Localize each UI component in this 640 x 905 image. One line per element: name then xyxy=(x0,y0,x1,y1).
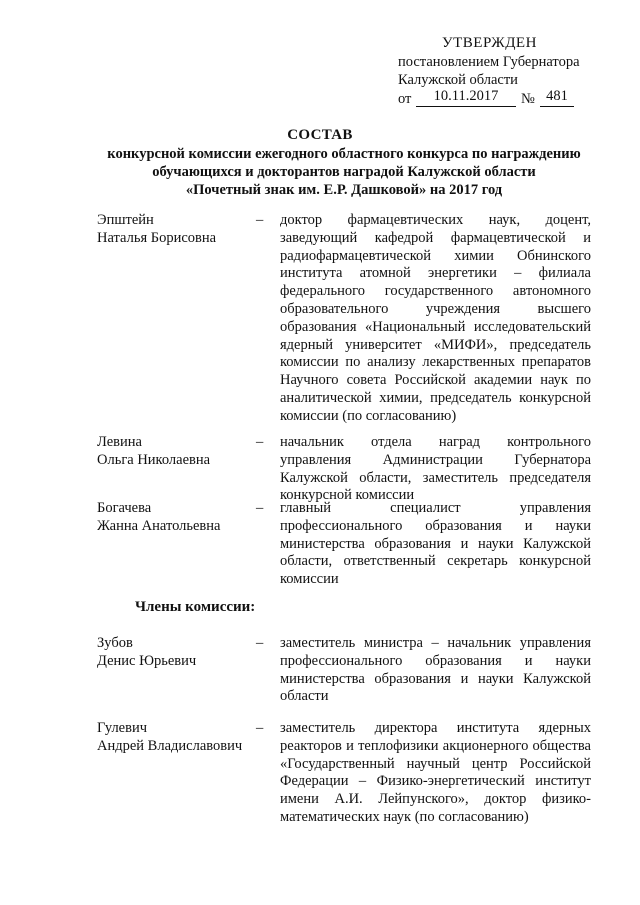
approval-stamp xyxy=(398,34,618,109)
dash-separator: – xyxy=(256,720,264,736)
dash-separator: – xyxy=(256,635,264,651)
person-role: главный специалист управления профессионального образования и науки министерства образования и науки Калужской области, ответственный секретарь конкурсной комиссии xyxy=(280,500,591,588)
person-name xyxy=(97,500,247,536)
person-given-name: Ольга Николаевна xyxy=(97,451,211,468)
person-surname: Гулевич xyxy=(97,720,148,736)
person-name xyxy=(97,635,247,671)
subtitle-line-2: обучающихся и докторантов наградой Калужской области xyxy=(152,164,536,180)
approval-line-1: постановлением Губернатора xyxy=(398,53,580,70)
person-role: начальник отдела наград контрольного управления Администрации Губернатора Калужской области, заместитель председателя конкурсной комиссии xyxy=(280,434,591,504)
approval-line-2: Калужской области xyxy=(398,72,518,88)
person-surname: Богачева xyxy=(97,500,152,516)
person-name xyxy=(97,434,247,470)
person-surname: Левина xyxy=(97,434,142,450)
approval-number: 481 xyxy=(540,87,574,107)
person-role: доктор фармацевтических наук, доцент, заведующий кафедрой фармацевтической и радиофармацевтической химии Обнинского института атомной энергетики – филиала федерального государственного автономного образовательного учреждения высшего образования «Национальный исследовательский ядерный университет «МИФИ», председатель комиссии по анализу лекарственных препаратов Научного совета Российской академии наук по аналитической химии, председатель конкурсной комиссии (по согласованию) xyxy=(280,212,591,424)
document-title: СОСТАВ xyxy=(287,127,353,143)
person-surname: Зубов xyxy=(97,635,133,651)
person-given-name: Денис Юрьевич xyxy=(97,652,197,669)
members-heading: Члены комиссии: xyxy=(135,599,256,615)
dash-separator: – xyxy=(256,500,264,516)
dash-separator: – xyxy=(256,212,264,228)
person-given-name: Жанна Анатольевна xyxy=(97,517,221,534)
from-label: от xyxy=(398,90,412,107)
subtitle-line-3: «Почетный знак им. Е.Р. Дашковой» на 2017 год xyxy=(185,182,503,198)
approval-heading: УТВЕРЖДЕН xyxy=(442,35,537,51)
person-given-name: Наталья Борисовна xyxy=(97,229,217,246)
number-sign: № xyxy=(521,90,535,107)
person-name xyxy=(97,720,247,756)
person-surname: Эпштейн xyxy=(97,212,154,228)
approval-date-line xyxy=(398,87,618,109)
subtitle-line-1: конкурсной комиссии ежегодного областного конкурса по награждению xyxy=(107,146,581,162)
person-given-name: Андрей Владиславович xyxy=(97,737,243,754)
document-subtitle xyxy=(84,145,604,199)
dash-separator: – xyxy=(256,434,264,450)
person-name xyxy=(97,212,247,248)
person-role: заместитель министра – начальник управления профессионального образования и науки министерства образования и науки Калужской области xyxy=(280,635,591,705)
approval-date: 10.11.2017 xyxy=(416,87,516,107)
person-role: заместитель директора института ядерных реакторов и теплофизики акционерного общества «Государственный научный центр Российской Федерации – Физико-энергетический институт имени А.И. Лейпунского», доктор физико-математических наук (по согласованию) xyxy=(280,720,591,825)
